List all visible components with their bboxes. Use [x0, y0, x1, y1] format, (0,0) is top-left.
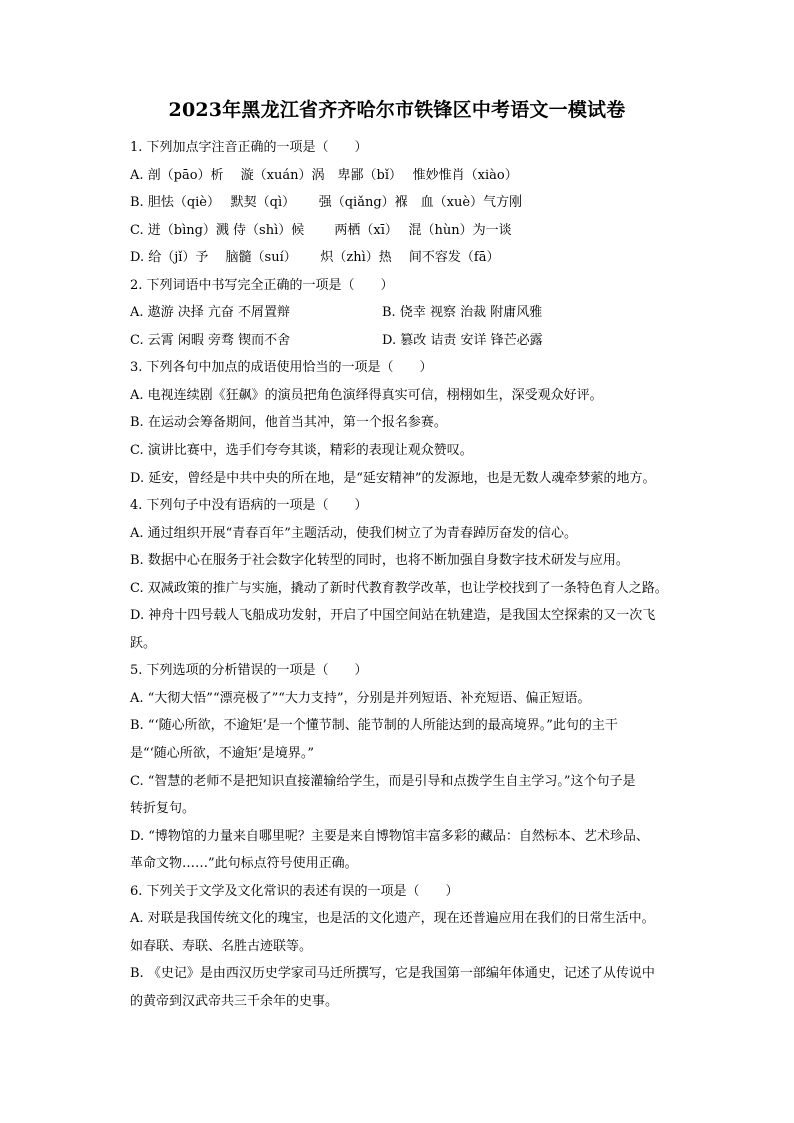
- question-1-option-a: A. 剖（pāo）析 漩（xuán）涡 卑鄙（bǐ） 惟妙惟肖（xiào）: [130, 167, 518, 183]
- question-5-option-a: A. “大彻大悟”“漂亮极了”“大力支持”，分别是并列短语、补充短语、偏正短语。: [130, 690, 591, 706]
- question-5-stem: 5. 下列选项的分析错误的一项是（ ）: [130, 663, 368, 679]
- question-4-option-d-line1: D. 神舟十四号载人飞船成功发射，开启了中国空间站在轨建造，是我国太空探索的又一次飞: [130, 608, 656, 624]
- question-5-option-b-line1: B. “‘随心所欲，不逾矩’是一个懂节制、能节制的人所能达到的最高境界。”此句的主干: [130, 718, 618, 734]
- question-3-stem: 3. 下列各句中加点的成语使用恰当的一项是（ ）: [130, 360, 433, 376]
- question-4-option-b: B. 数据中心在服务于社会数字化转型的同时，也将不断加强自身数字技术研发与应用。: [130, 553, 629, 569]
- question-2-option-a: A. 遨游 决择 亢奋 不屑置辩: [130, 305, 291, 321]
- question-5-option-d-line2: 革命文物……”此句标点符号使用正确。: [130, 856, 358, 872]
- question-1-option-b: B. 胆怯（qiè） 默契（qì） 强（qiǎng）褓 血（xuè）气方刚: [130, 195, 523, 211]
- question-5-option-b-line2: 是“‘随心所欲，不逾矩’是境界。”: [130, 746, 315, 762]
- question-6-option-a-line1: A. 对联是我国传统文化的瑰宝，也是活的文化遗产，现在还普遍应用在我们的日常生活中。: [130, 911, 655, 927]
- question-4-option-c: C. 双减政策的推广与实施，撬动了新时代教育教学改革，也让学校找到了一条特色育人之路。: [130, 580, 668, 596]
- question-4-option-a: A. 通过组织开展“青春百年”主题活动，使我们树立了为青春踔厉奋发的信心。: [130, 525, 577, 541]
- question-6-option-b-line2: 的黄帝到汉武帝共三千余年的史事。: [130, 993, 339, 1009]
- question-3-option-c: C. 演讲比赛中，选手们夸夸其谈，精彩的表现让观众赞叹。: [130, 443, 473, 459]
- question-2-options-cd: [130, 327, 700, 355]
- question-5-option-c-line1: C. “智慧的老师不是把知识直接灌输给学生，而是引导和点拨学生自主学习。”这个句子是: [130, 773, 636, 789]
- question-1-option-c: C. 迸（bìng）溅 侍（shì）候 两栖（xī） 混（hùn）为一谈: [130, 222, 512, 238]
- question-6-option-a-line2: 如春联、寿联、名胜古迹联等。: [130, 938, 313, 954]
- question-2-option-b: B. 侥幸 视察 治裁 附庸风雅: [382, 305, 543, 321]
- exam-title: 2023年黑龙江省齐齐哈尔市铁锋区中考语文一模试卷: [168, 99, 626, 121]
- question-2-option-c: C. 云霄 闲暇 旁骛 锲而不舍: [130, 332, 291, 348]
- question-2-stem: 2. 下列词语中书写完全正确的一项是（ ）: [130, 277, 394, 293]
- question-5-option-c-line2: 转折复句。: [130, 801, 196, 817]
- exam-content: [130, 134, 700, 1016]
- question-3-option-d: D. 延安，曾经是中共中央的所在地，是“延安精神”的发源地，也是无数人魂牵梦萦的地方。: [130, 470, 656, 486]
- question-2-option-d: D. 篡改 诘责 安详 锋芒必露: [382, 332, 543, 348]
- question-2-options-ab: [130, 299, 700, 327]
- question-6-stem: 6. 下列关于文学及文化常识的表述有误的一项是（ ）: [130, 883, 459, 899]
- question-6-option-b-line1: B. 《史记》是由西汉历史学家司马迁所撰写，它是我国第一部编年体通史，记述了从传说中: [130, 966, 655, 982]
- question-1-option-d: D. 给（jǐ）予 脑髓（suí） 炽（zhì）热 间不容发（fā）: [130, 250, 500, 266]
- question-3-option-b: B. 在运动会筹备期间，他首当其冲，第一个报名参赛。: [130, 415, 447, 431]
- question-5-option-d-line1: D. “博物馆的力量来自哪里呢？主要是来自博物馆丰富多彩的藏品：自然标本、艺术珍品、: [130, 828, 649, 844]
- question-1-stem: 1. 下列加点字注音正确的一项是（ ）: [130, 140, 368, 155]
- question-4-stem: 4. 下列句子中没有语病的一项是（ ）: [130, 498, 368, 514]
- question-3-option-a: A. 电视连续剧《狂飙》的演员把角色演绎得真实可信，栩栩如生，深受观众好评。: [130, 387, 603, 403]
- question-4-option-d-line2: 跃。: [130, 635, 157, 651]
